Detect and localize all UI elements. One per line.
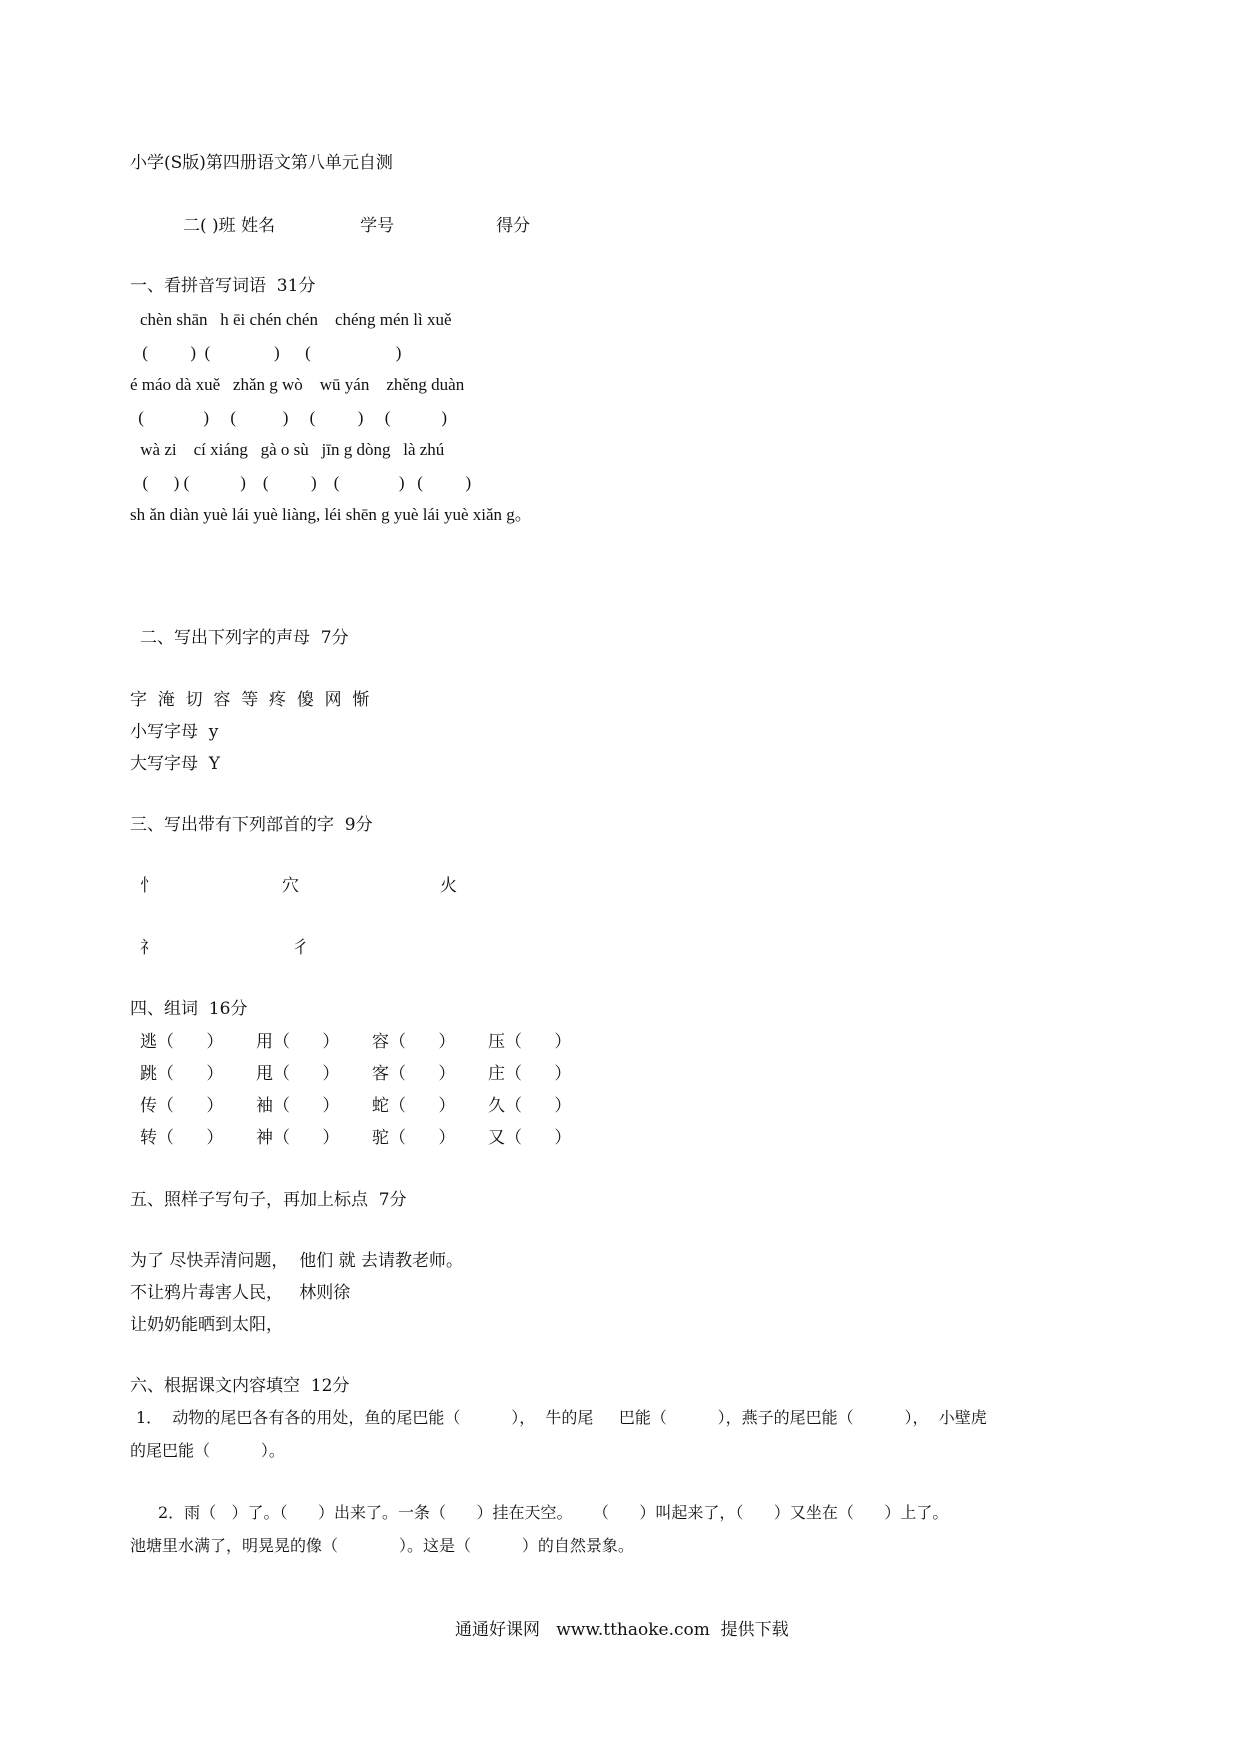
word-cell: 容（ ） [372,1032,456,1052]
sentence-prompt-1: 不让鸦片毒害人民， 林则徐 [130,1283,351,1303]
word-cell: 甩（ ） [256,1064,340,1084]
section-6-heading: 六、根据课文内容填空 12分 [130,1376,350,1396]
word-cell: 久（ ） [488,1096,572,1116]
example-sentence: 为了 尽快弄清问题， 他们 就 去请教老师。 [130,1251,464,1271]
word-cell: 跳（ ） [140,1064,224,1084]
word-cell: 驼（ ） [372,1128,456,1148]
word-cell: 袖（ ） [256,1096,340,1116]
student-info-line: 二( )班 姓名 学号 得分 [183,216,531,236]
section-4-heading: 四、组词 16分 [130,999,248,1019]
footer-credit: 通通好课网 www.tthaoke.com 提供下载 [455,1620,789,1640]
word-cell: 用（ ） [256,1032,340,1052]
word-cell: 传（ ） [140,1096,224,1116]
word-cell: 又（ ） [488,1128,572,1148]
word-cell: 客（ ） [372,1064,456,1084]
word-cell: 逃（ ） [140,1032,224,1052]
answer-brackets-row-3: ( ) ( ) ( ) ( ) ( ) [134,473,472,492]
question-2-line-2: 池塘里水满了，明晃晃的像（ ）。这是（ ）的自然景象。 [130,1536,634,1555]
question-1-line-1: 1． 动物的尾巴各有各的用处，鱼的尾巴能（ ）， 牛的尾 巴能（ ），燕子的尾巴能（ ）， 小壁虎 [136,1408,987,1427]
answer-brackets-row-1: ( ) ( ) ( ) [138,343,402,362]
pinyin-sentence: sh ǎn diàn yuè lái yuè liàng, léi shēn g yuè lái yuè xiǎn g。 [130,505,532,524]
sentence-prompt-2: 让奶奶能晒到太阳， [130,1315,283,1335]
word-cell: 神（ ） [256,1128,340,1148]
word-cell: 庄（ ） [488,1064,572,1084]
question-2-line-1: 2．雨（ ）了。（ ）出来了。一条（ ）挂在天空。 （ ）叫起来了，（ ）又坐在（ ）上了。 [158,1503,949,1522]
section-3-heading: 三、写出带有下列部首的字 9分 [130,815,373,835]
characters-row: 字 淹 切 容 等 疼 傻 网 惭 [130,690,370,710]
word-cell: 转（ ） [140,1128,224,1148]
radical-xue: 穴 [282,876,299,896]
radical-shizipang: 礻 [140,938,157,958]
radical-huo: 火 [440,876,457,896]
pinyin-row-2: é máo dà xuě zhǎn g wò wū yán zhěng duàn [130,375,465,394]
pinyin-row-1: chèn shān h ēi chén chén chéng mén lì xuě [140,310,452,329]
radical-shuxinpang: 忄 [140,876,157,896]
pinyin-row-3: wà zi cí xiáng gà o sù jīn g dòng là zhú [136,440,445,459]
answer-brackets-row-2: ( ) ( ) ( ) ( ) [134,408,448,427]
word-cell: 蛇（ ） [372,1096,456,1116]
page-title: 小学(S版)第四册语文第八单元自测 [130,153,393,173]
section-5-heading: 五、照样子写句子，再加上标点 7分 [130,1190,407,1210]
section-1-heading: 一、看拼音写词语 31分 [130,276,316,296]
uppercase-row: 大写字母 Y [130,754,221,774]
question-1-line-2: 的尾巴能（ ）。 [130,1441,285,1460]
lowercase-row: 小写字母 y [130,722,219,742]
radical-shuangrenpang: 彳 [292,938,309,958]
section-2-heading: 二、写出下列字的声母 7分 [140,628,349,648]
word-cell: 压（ ） [488,1032,572,1052]
